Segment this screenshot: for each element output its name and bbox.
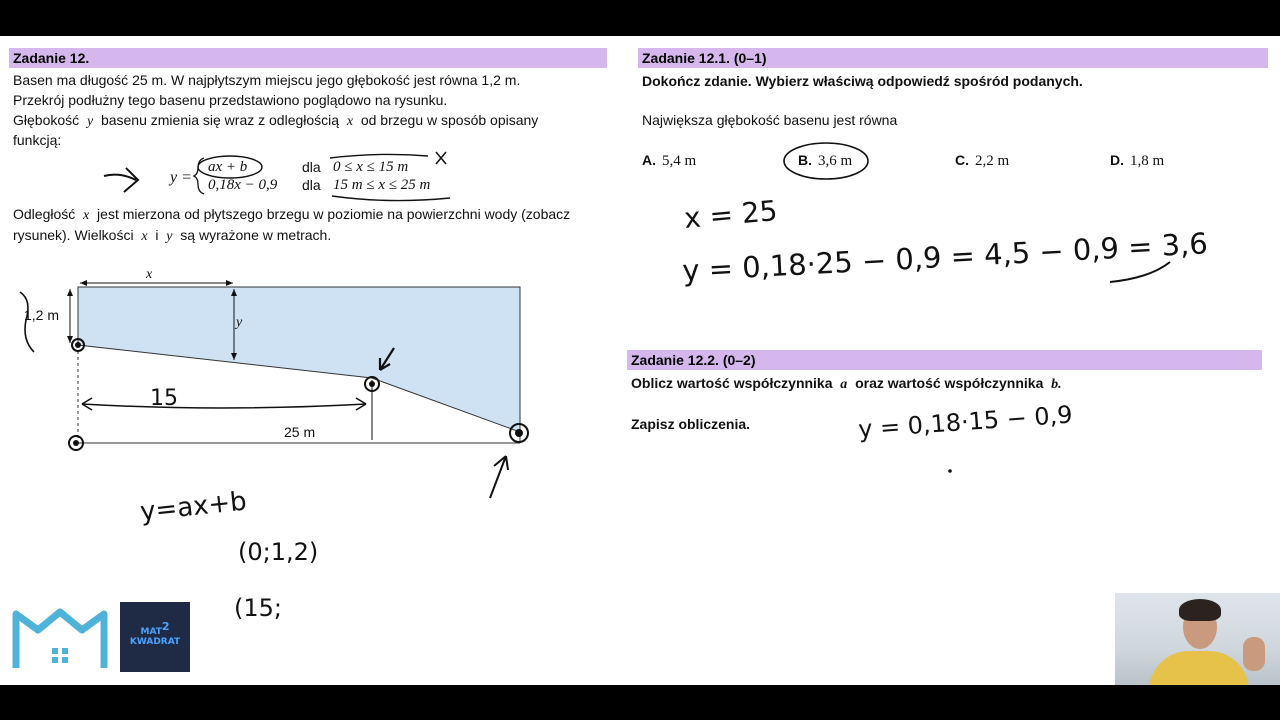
task12-text-line2: Przekrój podłużny tego basenu przedstawiono poglądowo na rysunku. bbox=[13, 92, 448, 108]
answer-c[interactable]: C. 2,2 m bbox=[955, 152, 1010, 169]
ink-x-equals-25: x = 25 bbox=[682, 193, 779, 236]
formula-case2: 0,18x − 0,9 bbox=[208, 177, 278, 193]
task12-text-line1: Basen ma długość 25 m. W najpłytszym miejscu jego głębokość jest równa 1,2 m. bbox=[13, 72, 521, 88]
answer-a[interactable]: A. 5,4 m bbox=[642, 152, 697, 169]
webcam-overlay bbox=[1115, 593, 1280, 685]
diagram-label-depth: 1,2 m bbox=[24, 307, 60, 323]
task12-1-instruction: Dokończ zdanie. Wybierz właściwą odpowiedź spośród podanych. bbox=[642, 73, 1083, 89]
bottom-black-bar bbox=[0, 685, 1280, 720]
ink-equation: y=ax+b bbox=[138, 486, 249, 528]
task12-header: Zadanie 12. bbox=[9, 48, 607, 68]
answer-d[interactable]: D. 1,8 m bbox=[1110, 152, 1165, 169]
formula-cond1: 0 ≤ x ≤ 15 m bbox=[333, 159, 409, 175]
diagram-label-length: 25 m bbox=[284, 424, 316, 440]
formula-lhs: y = bbox=[170, 169, 192, 186]
formula-case1: ax + b bbox=[208, 159, 248, 175]
ink-dist-15: 15 bbox=[150, 386, 178, 411]
answer-b[interactable]: B. 3,6 m bbox=[798, 152, 853, 169]
formula-cond2: 15 m ≤ x ≤ 25 m bbox=[333, 177, 431, 193]
task12-2-header: Zadanie 12.2. (0–2) bbox=[627, 350, 1262, 370]
task12-2-write: Zapisz obliczenia. bbox=[631, 416, 751, 432]
task12-text-line4: funkcją: bbox=[13, 132, 62, 148]
diagram-label-y: y bbox=[236, 315, 243, 330]
ink-task2-calc: y = 0,18·15 − 0,9 bbox=[857, 400, 1074, 444]
mat-kwadrat-logo: MAT$^2$ KWADRAT bbox=[120, 602, 190, 672]
ink-point1: (0;1,2) bbox=[238, 538, 319, 566]
house-logo-icon bbox=[12, 604, 108, 672]
diagram-label-x: x bbox=[146, 267, 153, 282]
ink-point2: (15; bbox=[234, 594, 282, 622]
task12-2-instruction: Oblicz wartość współczynnika a oraz wartość współczynnika b. bbox=[631, 375, 1062, 392]
formula-dla2: dla bbox=[302, 177, 321, 193]
task12-text-line6: rysunek). Wielkości x i y są wyrażone w metrach. bbox=[13, 227, 332, 244]
task12-1-header: Zadanie 12.1. (0–1) bbox=[638, 48, 1268, 68]
task12-text-line5: Odległość x jest mierzona od płytszego brzegu w poziomie na powierzchni wody (zobacz bbox=[13, 206, 571, 223]
task12-1-question: Największa głębokość basenu jest równa bbox=[642, 112, 898, 128]
task12-text-line3: Głębokość y basenu zmienia się wraz z odległością x od brzegu w sposób opisany bbox=[13, 112, 539, 129]
ink-calculation: y = 0,18·25 − 0,9 = 4,5 − 0,9 = 3,6 bbox=[681, 226, 1209, 288]
formula-dla1: dla bbox=[302, 159, 321, 175]
